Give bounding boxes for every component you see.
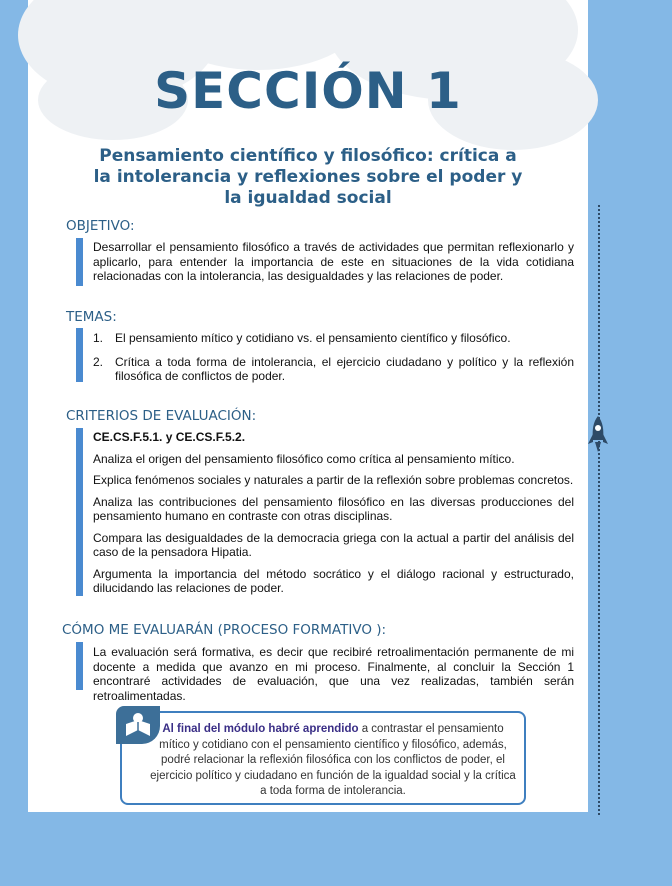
criterio-item: Explica fenómenos sociales y naturales a partir de la reflexión sobre problemas concretos. [93, 473, 574, 487]
rocket-icon [586, 414, 610, 456]
list-item [93, 331, 574, 346]
list-item-text: El pensamiento mítico y cotidiano vs. el pensamiento científico y filosófico. [115, 331, 511, 345]
objetivo-paragraph: Desarrollar el pensamiento filosófico a través de actividades que permitan reflexionarlo y aplicarlo, para entender la importancia de este en situaciones de la vida cotidiana relacionadas con la intolerancia, las desigualdades y las relaciones de poder. [93, 240, 574, 283]
list-number: 2. [93, 354, 104, 369]
temas-heading: TEMAS: [66, 309, 117, 325]
learning-outcome-text [148, 722, 518, 800]
learning-outcome-body: a contrastar el pensamiento mítico y cotidiano con el pensamiento científico y filosófico, además, podré relacionar la reflexión filosófica con los conflictos de poder, el ejercicio político y ciudadano en función de la igualdad social y la crítica a toda forma de intolerancia. [150, 723, 516, 797]
section-subtitle: Pensamiento científico y filosófico: crítica a la intolerancia y reflexiones sobre el poder y la igualdad social [93, 146, 523, 208]
objetivo-heading: OBJETIVO: [66, 218, 135, 234]
bottom-decor-band [0, 812, 672, 886]
criterio-item: Analiza las contribuciones del pensamiento filosófico en las diversas producciones del pensamiento humano en contraste con otras disciplinas. [93, 494, 574, 523]
objetivo-text [93, 240, 574, 284]
criterios-list [93, 430, 574, 603]
criterio-item: Analiza el origen del pensamiento filosófico como crítica al pensamiento mítico. [93, 451, 515, 466]
page-title: SECCIÓN 1 [154, 62, 462, 120]
dotted-guide-line [598, 205, 600, 815]
criterio-item: Compara las desigualdades de la democracia griega con la actual a partir del análisis del caso de la pensadora Hipatia. [93, 530, 574, 559]
accent-bar [76, 328, 83, 382]
list-item [93, 355, 574, 384]
criterios-code: CE.CS.F.5.1. y CE.CS.F.5.2. [93, 430, 246, 444]
temas-list [93, 331, 574, 384]
evaluacion-heading: CÓMO ME EVALUARÁN (PROCESO FORMATIVO ): [62, 622, 387, 638]
left-decor-strip [0, 0, 28, 886]
accent-bar [76, 428, 83, 596]
learning-outcome-lead: Al final del módulo habré aprendido [162, 723, 359, 735]
accent-bar [76, 238, 83, 286]
accent-bar [76, 642, 83, 690]
list-number: 1. [93, 331, 104, 345]
list-item-text: Crítica a toda forma de intolerancia, el ejercicio ciudadano y político y la reflexión filosófica de conflictos de poder. [115, 354, 574, 383]
criterio-item: Argumenta la importancia del método socrático y el diálogo racional y estructurado, dilucidando las relaciones de poder. [93, 566, 574, 595]
evaluacion-paragraph: La evaluación será formativa, es decir que recibiré retroalimentación permanente de mi docente a medida que avanzo en mi proceso. Finalmente, al concluir la Sección 1 encontraré actividades de evaluación, que una vez realizadas, también serán retroalimentadas. [93, 645, 574, 703]
temas-list-container [93, 331, 574, 393]
evaluacion-text [93, 645, 574, 703]
criterios-heading: CRITERIOS DE EVALUACIÓN: [66, 408, 257, 424]
